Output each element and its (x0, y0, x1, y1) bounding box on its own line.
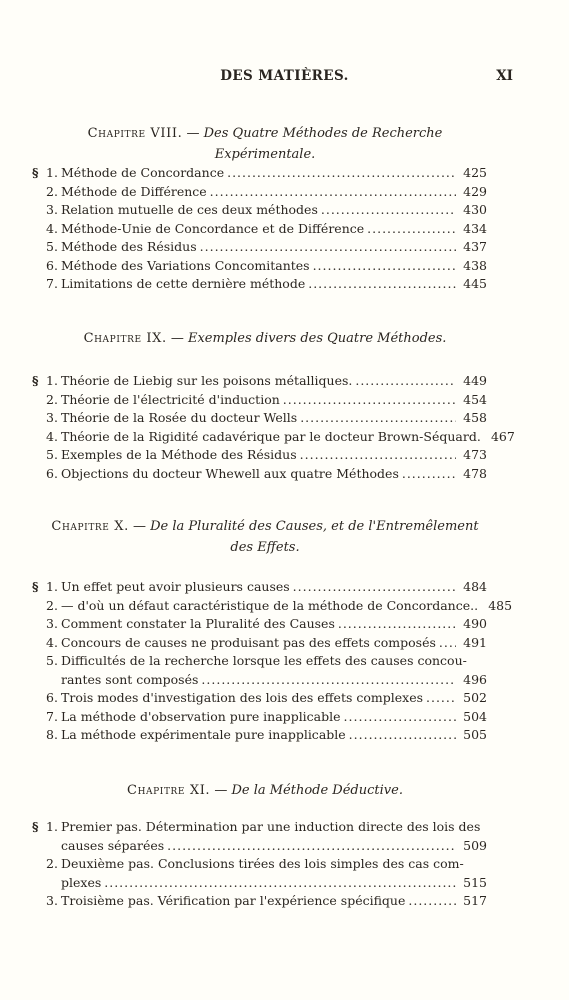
toc-entry: 3. Troisième pas. Vérification par l'expérience spécifique ..... 517 (32, 892, 487, 911)
entry-page: 458 (463, 410, 487, 425)
toc-entry: § 1. Théorie de Liebig sur les poisons métalliques. ..... 449 (32, 372, 487, 391)
entry-page: 505 (463, 727, 487, 742)
page-number: XI (496, 68, 513, 84)
chapter-title: — De la Pluralité des Causes, et de l'Entremêlement (132, 519, 479, 534)
toc-entry: 4. Méthode-Unie de Concordance et de Différence ..... 434 (32, 220, 487, 239)
toc-entry: 5. Méthode des Résidus ..... 437 (32, 238, 487, 257)
entry-page: 509 (463, 837, 487, 853)
toc-entry: 6. Trois modes d'investigation des lois des effets complexes ..... 502 (32, 689, 487, 708)
chapter-title: — Exemples divers des Quatre Méthodes. (170, 331, 447, 346)
chapter-number: Chapitre X. (51, 519, 129, 534)
entry-page: 517 (463, 893, 487, 908)
toc-entry: 3. Relation mutuelle de ces deux méthodes ..... 430 (32, 201, 487, 220)
entry-page: 504 (463, 708, 487, 724)
toc-entry: § 1. Premier pas. Détermination par une induction directe des lois des (32, 819, 481, 834)
toc-entry: § 1. Méthode de Concordance ..... 425 (32, 164, 487, 183)
entry-page: 485 (488, 597, 513, 613)
entry-page: 425 (463, 165, 487, 180)
toc-entry: 2. — d'où un défaut caractéristique de la méthode de Concordance.. 485 (32, 597, 487, 616)
toc-entry: 2. Méthode de Différence ..... 429 (32, 183, 487, 202)
toc-entry: 2. Deuxième pas. Conclusions tirées des lois simples des cas com- (46, 856, 464, 871)
toc-entry: 7. Limitations de cette dernière méthode ..... 445 (32, 275, 487, 294)
toc-entry: 7. La méthode d'observation pure inapplicable ..... 504 (32, 708, 487, 727)
entry-page: 491 (463, 634, 487, 650)
toc-entry: § 1. Un effet peut avoir plusieurs causes ..... 484 (32, 578, 487, 597)
toc-list (32, 372, 515, 483)
chapter-heading (40, 123, 490, 165)
entry-page: 496 (463, 671, 487, 687)
entry-page: 484 (463, 579, 487, 594)
chapter-heading (40, 328, 490, 349)
toc-entry-continued: causes séparées ..... 509 (32, 837, 487, 856)
chapter-number: Chapitre IX. (83, 331, 167, 346)
running-title: DES MATIÈRES. (220, 68, 349, 84)
chapter-title: — De la Méthode Déductive. (214, 783, 403, 798)
entry-page: 515 (463, 874, 487, 890)
chapter-number: Chapitre XI. (127, 783, 211, 798)
entry-page: 438 (463, 257, 487, 273)
entry-page: 430 (463, 202, 487, 217)
entry-page: 467 (490, 428, 515, 444)
chapter-title-continued: des Effets. (230, 540, 300, 555)
entry-page: 502 (463, 690, 487, 705)
chapter-title: — Des Quatre Méthodes de Recherche Expérimentale. (186, 126, 443, 162)
running-head (0, 68, 569, 88)
chapter-heading (40, 780, 490, 801)
toc-entry: 8. La méthode expérimentale pure inapplicable ..... 505 (32, 726, 487, 745)
toc-entry-continued: rantes sont composés ..... 496 (32, 671, 487, 690)
entry-page: 473 (463, 447, 487, 462)
chapter-heading (40, 516, 490, 558)
chapter-number: Chapitre VIII. (87, 126, 183, 141)
toc-entry: 2. Théorie de l'électricité d'induction ..... 454 (32, 391, 487, 410)
entry-page: 454 (463, 391, 487, 407)
toc-list (32, 818, 487, 911)
toc-entry: 5. Difficultés de la recherche lorsque les effets des causes concou- (46, 653, 467, 668)
toc-entry: 5. Exemples de la Méthode des Résidus ..... 473 (32, 446, 487, 465)
toc-list (32, 578, 513, 745)
entry-page: 434 (463, 220, 487, 236)
entry-page: 449 (463, 373, 487, 388)
toc-list (32, 164, 487, 294)
entry-page: 478 (463, 465, 487, 481)
toc-entry-continued: plexes ..... 515 (32, 874, 487, 893)
toc-entry: 3. Comment constater la Pluralité des Causes ..... 490 (32, 615, 487, 634)
toc-entry: 6. Méthode des Variations Concomitantes ..... 438 (32, 257, 487, 276)
toc-entry: 6. Objections du docteur Whewell aux quatre Méthodes ..... 478 (32, 465, 487, 484)
toc-entry: 4. Concours de causes ne produisant pas des effets composés ..... 491 (32, 634, 487, 653)
entry-page: 429 (463, 183, 487, 199)
entry-page: 437 (463, 239, 487, 254)
toc-entry: 4. Théorie de la Rigidité cadavérique par le docteur Brown-Séquard. 467 (32, 428, 487, 447)
toc-entry: 3. Théorie de la Rosée du docteur Wells ..... 458 (32, 409, 487, 428)
entry-page: 490 (463, 616, 487, 631)
entry-page: 445 (463, 276, 487, 291)
